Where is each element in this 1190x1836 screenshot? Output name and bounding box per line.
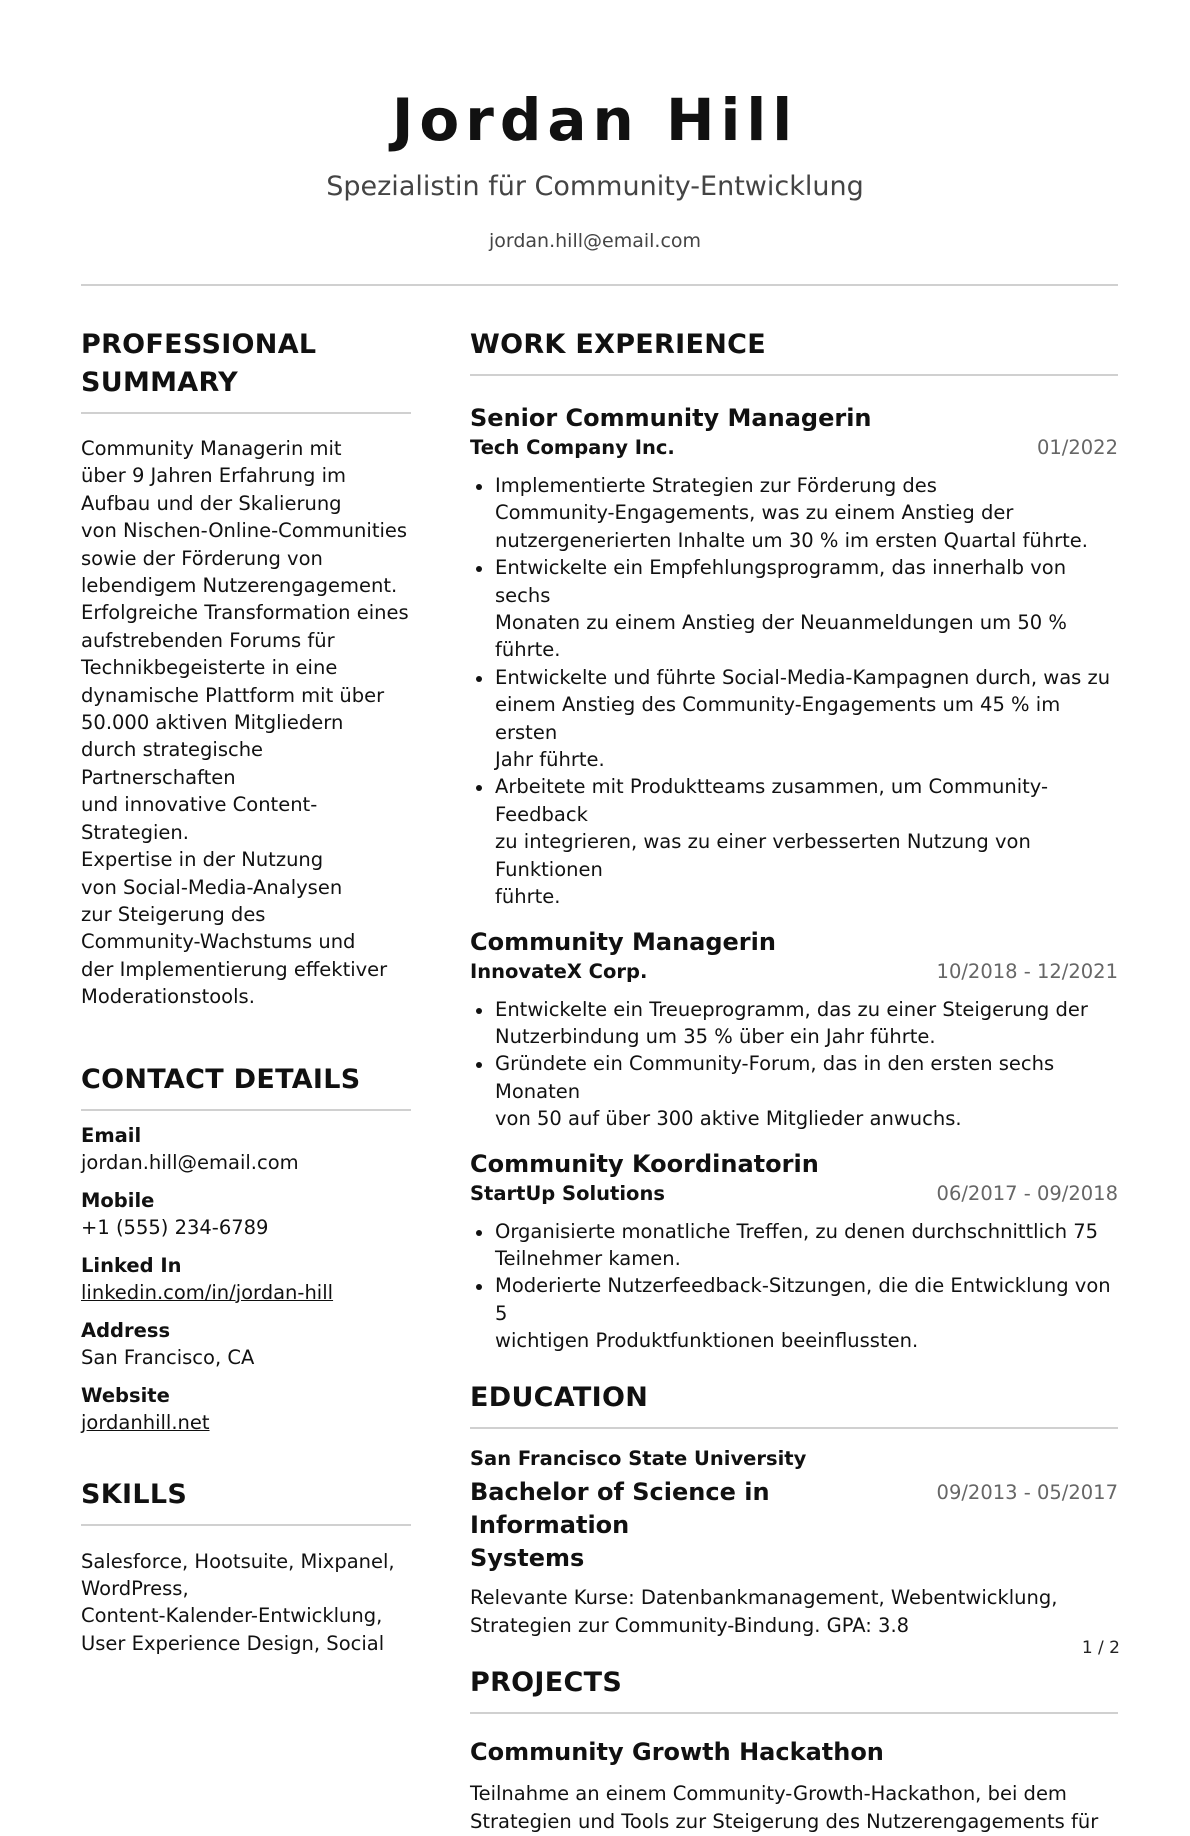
section-divider — [470, 1427, 1118, 1429]
section-divider — [470, 1712, 1118, 1714]
work-section — [470, 326, 1118, 1355]
contact-email-label: Email — [81, 1123, 142, 1147]
header-email: jordan.hill@email.com — [488, 230, 702, 252]
bullet-line: führte. — [495, 885, 561, 909]
job-title: Senior Community Managerin — [470, 404, 872, 432]
contact-section — [81, 1061, 411, 1436]
summary-text — [81, 435, 411, 1011]
summary-heading — [81, 326, 411, 402]
skills-section — [81, 1476, 411, 1658]
summary-heading-line: PROFESSIONAL — [81, 329, 317, 360]
bullet-line: Monaten zu einem Anstieg der Neuanmeldungen um 50 % führte. — [495, 611, 1067, 662]
summary-line: lebendigem Nutzerengagement. — [81, 574, 398, 598]
summary-line: der Implementierung effektiver — [81, 957, 388, 981]
job-bullets — [470, 472, 1118, 911]
summary-line: sowie der Förderung von — [81, 546, 323, 570]
summary-line: und innovative Content-Strategien. — [81, 793, 318, 844]
job-bullets — [470, 996, 1118, 1133]
summary-line: Aufbau und der Skalierung — [81, 491, 342, 515]
job-dates: 01/2022 — [1036, 436, 1118, 459]
contact-address-label: Address — [81, 1318, 171, 1342]
bullet-item — [470, 1050, 1118, 1132]
bullet-line: Arbeitete mit Produktteams zusammen, um Community-Feedback — [495, 775, 1048, 826]
projects-heading: PROJECTS — [470, 1666, 623, 1698]
bullet-line: Nutzerbindung um 35 % über ein Jahr führte. — [495, 1024, 936, 1048]
contact-linkedin-label: Linked In — [81, 1253, 182, 1277]
summary-line: 50.000 aktiven Mitgliedern — [81, 711, 344, 735]
bullet-item — [470, 554, 1118, 664]
job-title: Community Managerin — [470, 927, 776, 956]
summary-line: über 9 Jahren Erfahrung im — [81, 464, 346, 488]
contact-heading: CONTACT DETAILS — [81, 1063, 361, 1095]
bullet-item — [470, 1218, 1118, 1273]
summary-line: durch strategische Partnerschaften — [81, 738, 264, 789]
job-entry — [470, 926, 1118, 1133]
project-desc-line: Strategien und Tools zur Steigerung des Nutzerengagements für — [470, 1809, 1099, 1833]
bullet-line: Community-Engagements, was zu einem Anstieg der — [495, 501, 1014, 525]
bullet-line: Moderierte Nutzerfeedback-Sitzungen, die die Entwicklung von 5 — [495, 1274, 1111, 1325]
summary-line: von Nischen-Online-Communities — [81, 519, 408, 543]
summary-line: Moderationstools. — [81, 985, 255, 1009]
bullet-item — [470, 996, 1118, 1051]
skills-heading: SKILLS — [81, 1478, 188, 1510]
contact-list — [81, 1122, 411, 1436]
job-dates: 10/2018 - 12/2021 — [936, 959, 1118, 983]
skills-line: Content-Kalender-Entwicklung, — [81, 1604, 383, 1628]
contact-address-value: San Francisco, CA — [81, 1345, 255, 1369]
page-number: 1 / 2 — [1081, 1638, 1120, 1658]
bullet-item — [470, 1272, 1118, 1354]
job-bullets — [470, 1218, 1118, 1355]
education-section — [470, 1379, 1118, 1640]
summary-heading-line: SUMMARY — [81, 367, 238, 398]
education-description — [470, 1584, 1118, 1640]
bullet-line: Gründete ein Community-Forum, das in den ersten sechs Monaten — [495, 1052, 1055, 1103]
work-heading: WORK EXPERIENCE — [470, 329, 766, 360]
section-divider — [81, 412, 411, 414]
degree-line: Bachelor of Science in Information — [470, 1477, 770, 1539]
right-column — [470, 326, 1118, 1836]
bullet-line: Jahr führte. — [495, 748, 605, 772]
summary-line: aufstrebenden Forums für — [81, 628, 335, 652]
education-desc-line: Strategien zur Community-Bindung. GPA: 3.8 — [470, 1613, 910, 1637]
header-divider — [81, 284, 1118, 286]
bullet-line: nutzergenerierten Inhalte um 30 % im ersten Quartal führte. — [495, 528, 1088, 552]
summary-line: dynamische Plattform mit über — [81, 683, 385, 707]
job-entry — [470, 1148, 1118, 1355]
contact-mobile-label: Mobile — [81, 1188, 155, 1212]
job-company: Tech Company Inc. — [470, 436, 675, 459]
contact-email-value: jordan.hill@email.com — [81, 1150, 299, 1174]
candidate-title: Spezialistin für Community-Entwicklung — [326, 171, 864, 202]
summary-line: Community Managerin mit — [81, 437, 342, 460]
summary-line: Technikbegeisterte in eine — [81, 656, 338, 680]
website-link[interactable]: jordanhill.net — [81, 1410, 210, 1434]
degree-line: Systems — [470, 1543, 585, 1572]
skills-line: User Experience Design, Social — [81, 1631, 385, 1655]
candidate-name: Jordan Hill — [391, 86, 799, 154]
linkedin-link[interactable]: linkedin.com/in/jordan-hill — [81, 1280, 334, 1304]
bullet-line: Organisierte monatliche Treffen, zu denen durchschnittlich 75 — [495, 1219, 1099, 1243]
summary-line: Erfolgreiche Transformation eines — [81, 601, 409, 625]
bullet-line: Entwickelte und führte Social-Media-Kampagnen durch, was zu — [495, 665, 1111, 689]
contact-mobile-value: +1 (555) 234-6789 — [81, 1215, 269, 1239]
summary-line: zur Steigerung des — [81, 902, 266, 926]
bullet-item — [470, 773, 1118, 910]
summary-line: Community-Wachstums und — [81, 930, 356, 954]
bullet-line: Entwickelte ein Empfehlungsprogramm, das innerhalb von sechs — [495, 556, 1067, 607]
section-divider — [470, 374, 1118, 376]
contact-website-label: Website — [81, 1383, 170, 1407]
bullet-line: Teilnehmer kamen. — [495, 1246, 681, 1270]
job-dates: 06/2017 - 09/2018 — [936, 1181, 1118, 1205]
education-dates: 09/2013 - 05/2017 — [936, 1480, 1118, 1504]
job-title: Community Koordinatorin — [470, 1149, 819, 1178]
summary-line: von Social-Media-Analysen — [81, 875, 343, 899]
summary-section — [81, 326, 411, 1011]
education-university: San Francisco State University — [470, 1446, 807, 1470]
projects-section — [470, 1664, 1118, 1836]
project-title: Community Growth Hackathon — [470, 1737, 884, 1766]
section-divider — [81, 1109, 411, 1111]
bullet-line: von 50 auf über 300 aktive Mitglieder anwuchs. — [495, 1107, 962, 1131]
education-degree — [470, 1476, 900, 1575]
bullet-line: einem Anstieg des Community-Engagements um 45 % im ersten — [495, 693, 1061, 744]
bullet-line: zu integrieren, was zu einer verbesserten Nutzung von Funktionen — [495, 830, 1031, 881]
section-divider — [81, 1524, 411, 1526]
skills-line: Salesforce, Hootsuite, Mixpanel, — [81, 1549, 395, 1573]
skills-line: WordPress, — [81, 1576, 189, 1600]
summary-line: Expertise in der Nutzung — [81, 848, 324, 872]
bullet-item — [470, 664, 1118, 774]
bullet-item — [470, 472, 1118, 554]
job-entry — [470, 402, 1118, 911]
job-company: StartUp Solutions — [470, 1181, 665, 1205]
left-column — [81, 326, 411, 1657]
bullet-line: wichtigen Produktfunktionen beeinflussten. — [495, 1329, 919, 1353]
bullet-line: Entwickelte ein Treueprogramm, das zu einer Steigerung der — [495, 997, 1088, 1021]
project-description — [470, 1780, 1118, 1836]
job-company: InnovateX Corp. — [470, 959, 648, 983]
skills-text — [81, 1548, 411, 1658]
bullet-line: Implementierte Strategien zur Förderung des — [495, 474, 937, 497]
education-heading: EDUCATION — [470, 1381, 649, 1413]
project-desc-line: Teilnahme an einem Community-Growth-Hackathon, bei dem — [470, 1781, 1067, 1805]
education-desc-line: Relevante Kurse: Datenbankmanagement, Webentwicklung, — [470, 1585, 1058, 1609]
